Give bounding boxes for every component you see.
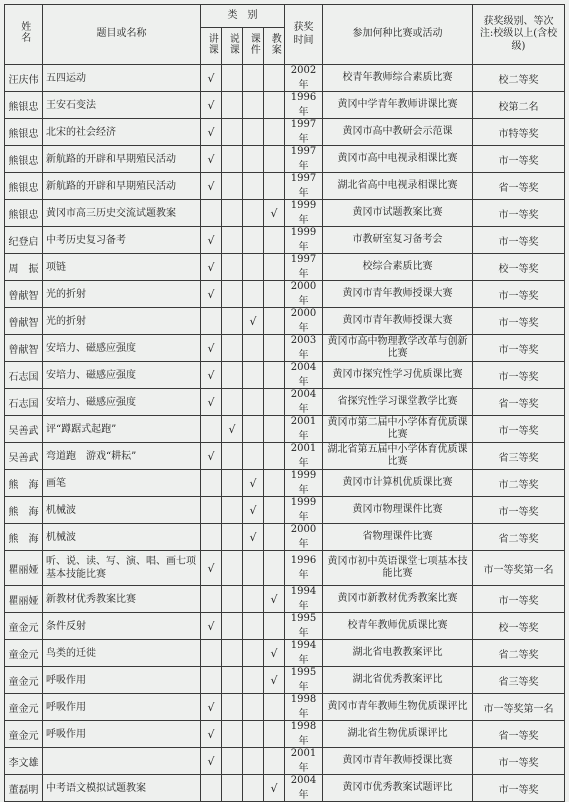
cell-category-2 <box>243 443 264 470</box>
cell-name: 熊 海 <box>5 524 43 551</box>
cell-category-3 <box>264 613 285 640</box>
cell-award: 省二等奖 <box>473 524 565 551</box>
cell-award: 市特等奖 <box>473 119 565 146</box>
check-mark: √ <box>201 613 222 640</box>
cell-competition: 黄冈市第二届中小学体育优质课比赛 <box>323 416 473 443</box>
cell-name: 童金元 <box>5 667 43 694</box>
cell-competition: 湖北省优秀教案评比 <box>323 667 473 694</box>
cell-category-1 <box>222 308 243 335</box>
cell-award: 市一等奖 <box>473 775 565 802</box>
cell-category-0 <box>201 640 222 667</box>
cell-award: 校一等奖 <box>473 613 565 640</box>
check-mark: √ <box>201 721 222 748</box>
cell-competition: 市教研室复习备考会 <box>323 227 473 254</box>
cell-category-2 <box>243 173 264 200</box>
check-mark: √ <box>243 308 264 335</box>
table-row <box>5 497 565 524</box>
cell-category-3 <box>264 443 285 470</box>
cell-competition: 湖北省第五届中小学体育优质课比赛 <box>323 443 473 470</box>
cell-year: 1999 年 <box>285 200 323 227</box>
cell-competition: 黄冈市优秀教案试题评比 <box>323 775 473 802</box>
check-mark: √ <box>201 173 222 200</box>
cell-competition: 校青年教师综合素质比赛 <box>323 65 473 92</box>
cell-name: 石志国 <box>5 389 43 416</box>
cell-category-0 <box>201 775 222 802</box>
cell-category-1 <box>222 640 243 667</box>
cell-year: 2000 年 <box>285 308 323 335</box>
check-mark: √ <box>201 748 222 775</box>
cell-year: 2003 年 <box>285 335 323 362</box>
cell-title: 机械波 <box>43 524 201 551</box>
cell-title <box>43 748 201 775</box>
table-row <box>5 335 565 362</box>
cell-title: 听、说、读、写、演、唱、画七项基本技能比赛 <box>43 551 201 586</box>
cell-title: 安培力、磁感应强度 <box>43 389 201 416</box>
cell-award: 校第二名 <box>473 92 565 119</box>
check-mark: √ <box>201 227 222 254</box>
cell-year: 1997 年 <box>285 146 323 173</box>
cell-title: 鸟类的迁徙 <box>43 640 201 667</box>
table-row <box>5 551 565 586</box>
cell-name: 吴善武 <box>5 443 43 470</box>
cell-competition: 黄冈中学青年教师讲课比赛 <box>323 92 473 119</box>
table-row <box>5 227 565 254</box>
cell-year: 1995 年 <box>285 613 323 640</box>
header-name: 姓名 <box>5 5 43 65</box>
cell-award: 市一等奖 <box>473 281 565 308</box>
cell-title: 王安石变法 <box>43 92 201 119</box>
cell-category-0 <box>201 470 222 497</box>
cell-competition: 黄冈市高中电视录相课比赛 <box>323 146 473 173</box>
cell-name: 熊 海 <box>5 470 43 497</box>
cell-category-2 <box>243 667 264 694</box>
cell-category-0 <box>201 524 222 551</box>
check-mark: √ <box>201 92 222 119</box>
cell-title: 黄冈市高三历史交流试题教案 <box>43 200 201 227</box>
cell-category-2 <box>243 748 264 775</box>
cell-award: 市一等奖第一名 <box>473 694 565 721</box>
cell-award: 省二等奖 <box>473 640 565 667</box>
table-row <box>5 92 565 119</box>
cell-category-2 <box>243 119 264 146</box>
cell-category-3 <box>264 308 285 335</box>
table-row <box>5 173 565 200</box>
cell-competition: 黄冈市青年教师授课大赛 <box>323 281 473 308</box>
cell-year: 1998 年 <box>285 721 323 748</box>
cell-category-2 <box>243 146 264 173</box>
table-row <box>5 667 565 694</box>
cell-competition: 黄冈市青年教师授课比赛 <box>323 748 473 775</box>
cell-award: 省三等奖 <box>473 443 565 470</box>
cell-name: 熊银忠 <box>5 92 43 119</box>
cell-category-1 <box>222 524 243 551</box>
cell-year: 1998 年 <box>285 694 323 721</box>
cell-year: 1996 年 <box>285 92 323 119</box>
cell-category-2 <box>243 65 264 92</box>
cell-title: 中考语文模拟试题教案 <box>43 775 201 802</box>
cell-category-2 <box>243 227 264 254</box>
cell-title: 新航路的开辟和早期殖民活动 <box>43 146 201 173</box>
cell-title: 北宋的社会经济 <box>43 119 201 146</box>
table-row <box>5 416 565 443</box>
cell-name: 汪庆伟 <box>5 65 43 92</box>
cell-title: 项链 <box>43 254 201 281</box>
header-award: 获奖级别、等次 注:校级以上(含校级) <box>473 5 565 65</box>
cell-category-3 <box>264 281 285 308</box>
cell-competition: 黄冈市高中教研会示范课 <box>323 119 473 146</box>
header-title: 题目或名称 <box>43 5 201 65</box>
cell-competition: 湖北省高中电视录相课比赛 <box>323 173 473 200</box>
cell-competition: 省探究性学习课堂教学比赛 <box>323 389 473 416</box>
cell-award: 市一等奖 <box>473 748 565 775</box>
cell-competition: 黄冈市物理课件比赛 <box>323 497 473 524</box>
cell-title: 机械波 <box>43 497 201 524</box>
table-row <box>5 613 565 640</box>
table-row <box>5 524 565 551</box>
check-mark: √ <box>243 524 264 551</box>
cell-year: 1994 年 <box>285 586 323 613</box>
cell-category-1 <box>222 613 243 640</box>
cell-competition: 黄冈市初中英语课堂七项基本技能比赛 <box>323 551 473 586</box>
table-row <box>5 721 565 748</box>
cell-category-0 <box>201 200 222 227</box>
check-mark: √ <box>201 551 222 586</box>
cell-title: 呼吸作用 <box>43 667 201 694</box>
cell-award: 省一等奖 <box>473 721 565 748</box>
cell-category-0 <box>201 416 222 443</box>
cell-award: 市一等奖第一名 <box>473 551 565 586</box>
header-category: 类 别 <box>201 5 285 28</box>
cell-year: 1999 年 <box>285 470 323 497</box>
cell-title: 画笔 <box>43 470 201 497</box>
cell-title: 评“蹲踞式起跑” <box>43 416 201 443</box>
cell-category-1 <box>222 443 243 470</box>
cell-category-2 <box>243 92 264 119</box>
cell-title: 安培力、磁感应强度 <box>43 335 201 362</box>
cell-category-3 <box>264 92 285 119</box>
cell-category-2 <box>243 613 264 640</box>
cell-name: 石志国 <box>5 362 43 389</box>
cell-category-3 <box>264 389 285 416</box>
cell-award: 市一等奖 <box>473 416 565 443</box>
cell-category-1 <box>222 586 243 613</box>
cell-award: 省三等奖 <box>473 667 565 694</box>
cell-category-2 <box>243 551 264 586</box>
cell-title: 新航路的开辟和早期殖民活动 <box>43 173 201 200</box>
cell-category-1 <box>222 254 243 281</box>
cell-category-2 <box>243 775 264 802</box>
cell-category-1 <box>222 694 243 721</box>
cell-year: 2001 年 <box>285 443 323 470</box>
cell-category-3 <box>264 335 285 362</box>
cell-category-1 <box>222 497 243 524</box>
cell-category-2 <box>243 416 264 443</box>
cell-competition: 黄冈市计算机优质课比赛 <box>323 470 473 497</box>
table-row <box>5 362 565 389</box>
cell-competition: 黄冈市试题教案比赛 <box>323 200 473 227</box>
check-mark: √ <box>201 119 222 146</box>
check-mark: √ <box>264 667 285 694</box>
cell-title: 光的折射 <box>43 308 201 335</box>
cell-name: 熊银忠 <box>5 173 43 200</box>
cell-title: 呼吸作用 <box>43 721 201 748</box>
cell-year: 1999 年 <box>285 227 323 254</box>
cell-category-3 <box>264 694 285 721</box>
cell-category-1 <box>222 335 243 362</box>
cell-category-2 <box>243 362 264 389</box>
header-lesson-plan: 教案 <box>264 28 285 65</box>
cell-name: 童金元 <box>5 694 43 721</box>
check-mark: √ <box>243 497 264 524</box>
cell-category-0 <box>201 497 222 524</box>
cell-title: 呼吸作用 <box>43 694 201 721</box>
cell-category-3 <box>264 146 285 173</box>
check-mark: √ <box>243 470 264 497</box>
cell-category-3 <box>264 416 285 443</box>
table-row <box>5 281 565 308</box>
check-mark: √ <box>264 640 285 667</box>
cell-competition: 湖北省电教教案评比 <box>323 640 473 667</box>
cell-award: 省一等奖 <box>473 173 565 200</box>
cell-category-1 <box>222 667 243 694</box>
table-row <box>5 586 565 613</box>
cell-category-2 <box>243 586 264 613</box>
cell-competition: 湖北省生物优质课评比 <box>323 721 473 748</box>
cell-name: 童金元 <box>5 613 43 640</box>
cell-category-3 <box>264 65 285 92</box>
cell-award: 市二等奖 <box>473 470 565 497</box>
cell-category-0 <box>201 308 222 335</box>
cell-award: 市一等奖 <box>473 308 565 335</box>
cell-category-1 <box>222 748 243 775</box>
cell-competition: 校综合素质比赛 <box>323 254 473 281</box>
cell-category-3 <box>264 721 285 748</box>
table-row <box>5 775 565 802</box>
cell-category-3 <box>264 470 285 497</box>
cell-name: 瞿丽娅 <box>5 551 43 586</box>
check-mark: √ <box>222 416 243 443</box>
cell-category-1 <box>222 92 243 119</box>
cell-category-1 <box>222 281 243 308</box>
cell-award: 省一等奖 <box>473 389 565 416</box>
header-lecture: 讲课 <box>201 28 222 65</box>
cell-award: 市一等奖 <box>473 146 565 173</box>
check-mark: √ <box>264 775 285 802</box>
cell-category-2 <box>243 721 264 748</box>
cell-year: 1997 年 <box>285 119 323 146</box>
cell-category-3 <box>264 524 285 551</box>
cell-title: 中考历史复习备考 <box>43 227 201 254</box>
cell-award: 市一等奖 <box>473 227 565 254</box>
cell-year: 1995 年 <box>285 667 323 694</box>
cell-year: 2000 年 <box>285 281 323 308</box>
cell-category-3 <box>264 254 285 281</box>
table-row <box>5 443 565 470</box>
cell-year: 2004 年 <box>285 389 323 416</box>
check-mark: √ <box>201 362 222 389</box>
cell-year: 1997 年 <box>285 173 323 200</box>
cell-category-1 <box>222 200 243 227</box>
cell-name: 童金元 <box>5 640 43 667</box>
cell-award: 市一等奖 <box>473 200 565 227</box>
check-mark: √ <box>201 443 222 470</box>
table-row <box>5 308 565 335</box>
check-mark: √ <box>201 281 222 308</box>
header-talk: 说课 <box>222 28 243 65</box>
table-row <box>5 470 565 497</box>
cell-year: 2000 年 <box>285 524 323 551</box>
cell-category-3 <box>264 551 285 586</box>
cell-name: 曾献智 <box>5 335 43 362</box>
cell-category-0 <box>201 667 222 694</box>
cell-title: 条件反射 <box>43 613 201 640</box>
cell-award: 市一等奖 <box>473 497 565 524</box>
check-mark: √ <box>201 694 222 721</box>
table-row <box>5 694 565 721</box>
cell-competition: 黄冈市青年教师生物优质课评比 <box>323 694 473 721</box>
cell-name: 童金元 <box>5 721 43 748</box>
cell-category-2 <box>243 389 264 416</box>
cell-award: 校二等奖 <box>473 65 565 92</box>
check-mark: √ <box>264 586 285 613</box>
cell-category-1 <box>222 362 243 389</box>
table-row <box>5 640 565 667</box>
cell-name: 董磊明 <box>5 775 43 802</box>
cell-category-2 <box>243 640 264 667</box>
table-row <box>5 254 565 281</box>
check-mark: √ <box>201 389 222 416</box>
table-row <box>5 200 565 227</box>
cell-category-3 <box>264 227 285 254</box>
cell-category-3 <box>264 497 285 524</box>
cell-title: 弯道跑 游戏“耕耘” <box>43 443 201 470</box>
cell-name: 熊银忠 <box>5 146 43 173</box>
check-mark: √ <box>201 335 222 362</box>
cell-year: 2002 年 <box>285 65 323 92</box>
awards-table <box>4 4 565 802</box>
cell-name: 瞿丽娅 <box>5 586 43 613</box>
cell-year: 1999 年 <box>285 497 323 524</box>
cell-title: 安培力、磁感应强度 <box>43 362 201 389</box>
cell-category-2 <box>243 254 264 281</box>
cell-award: 市一等奖 <box>473 362 565 389</box>
cell-category-1 <box>222 119 243 146</box>
table-row <box>5 119 565 146</box>
cell-category-1 <box>222 146 243 173</box>
cell-name: 吴善武 <box>5 416 43 443</box>
cell-name: 李文雄 <box>5 748 43 775</box>
cell-competition: 黄冈市探究性学习优质课比赛 <box>323 362 473 389</box>
cell-award: 校一等奖 <box>473 254 565 281</box>
cell-category-1 <box>222 470 243 497</box>
cell-category-1 <box>222 775 243 802</box>
cell-competition: 黄冈市青年教师授课大赛 <box>323 308 473 335</box>
table-row <box>5 65 565 92</box>
cell-category-2 <box>243 200 264 227</box>
check-mark: √ <box>264 200 285 227</box>
cell-competition: 黄冈市高中物理教学改革与创新比赛 <box>323 335 473 362</box>
header-competition: 参加何种比赛或活动 <box>323 5 473 65</box>
cell-year: 2001 年 <box>285 748 323 775</box>
cell-year: 2004 年 <box>285 775 323 802</box>
cell-competition: 黄冈市新教材优秀教案比赛 <box>323 586 473 613</box>
table-row <box>5 748 565 775</box>
table-row <box>5 146 565 173</box>
cell-year: 1996 年 <box>285 551 323 586</box>
cell-category-2 <box>243 335 264 362</box>
cell-competition: 校青年教师优质课比赛 <box>323 613 473 640</box>
cell-title: 新教材优秀教案比赛 <box>43 586 201 613</box>
cell-year: 1997 年 <box>285 254 323 281</box>
cell-category-1 <box>222 227 243 254</box>
cell-category-2 <box>243 694 264 721</box>
cell-category-3 <box>264 748 285 775</box>
check-mark: √ <box>201 254 222 281</box>
cell-category-1 <box>222 173 243 200</box>
header-year: 获奖时间 <box>285 5 323 65</box>
header-courseware: 课件 <box>243 28 264 65</box>
cell-category-3 <box>264 173 285 200</box>
cell-category-1 <box>222 65 243 92</box>
cell-category-3 <box>264 119 285 146</box>
cell-name: 曾献智 <box>5 281 43 308</box>
cell-year: 2001 年 <box>285 416 323 443</box>
cell-category-1 <box>222 551 243 586</box>
header-row-1 <box>5 5 565 28</box>
cell-category-1 <box>222 721 243 748</box>
cell-title: 光的折射 <box>43 281 201 308</box>
cell-name: 周 振 <box>5 254 43 281</box>
cell-award: 市一等奖 <box>473 335 565 362</box>
check-mark: √ <box>201 146 222 173</box>
cell-category-0 <box>201 586 222 613</box>
cell-name: 熊 海 <box>5 497 43 524</box>
table-body <box>5 65 565 802</box>
cell-title: 五四运动 <box>43 65 201 92</box>
cell-name: 纪登启 <box>5 227 43 254</box>
cell-name: 熊银忠 <box>5 200 43 227</box>
cell-category-1 <box>222 389 243 416</box>
cell-year: 2004 年 <box>285 362 323 389</box>
cell-name: 熊银忠 <box>5 119 43 146</box>
cell-category-3 <box>264 362 285 389</box>
check-mark: √ <box>201 65 222 92</box>
cell-category-2 <box>243 281 264 308</box>
cell-year: 1994 年 <box>285 640 323 667</box>
cell-award: 市一等奖 <box>473 586 565 613</box>
table-row <box>5 389 565 416</box>
cell-name: 曾献智 <box>5 308 43 335</box>
cell-competition: 省物理课件比赛 <box>323 524 473 551</box>
